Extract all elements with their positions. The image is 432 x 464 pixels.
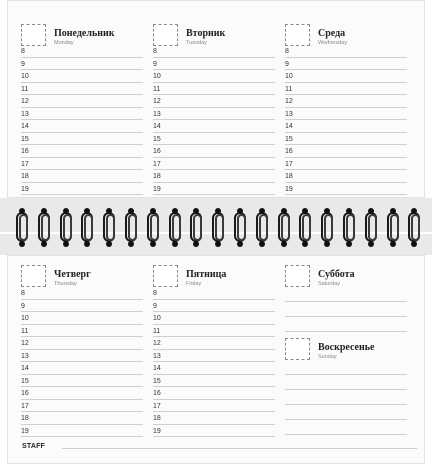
rule-line — [285, 316, 407, 317]
day-sub-monday: Monday — [54, 40, 74, 46]
spiral-ring — [233, 208, 247, 248]
footer-rule — [62, 448, 417, 449]
hour-label: 15 — [21, 377, 29, 385]
hour-label: 14 — [285, 123, 293, 130]
rule-line — [285, 301, 407, 302]
hour-label: 8 — [153, 290, 157, 297]
spiral-ring — [168, 208, 182, 248]
hour-label: 14 — [153, 123, 161, 130]
hour-label: 10 — [21, 73, 29, 80]
hour-line[interactable] — [153, 299, 275, 300]
spiral-ring — [364, 208, 378, 248]
hour-line[interactable] — [21, 349, 143, 350]
hour-label: 13 — [153, 352, 161, 360]
hour-label: 14 — [21, 365, 29, 372]
hour-line[interactable] — [285, 169, 407, 170]
hour-line[interactable] — [21, 69, 143, 70]
day-name-sunday: Воскресенье — [318, 342, 375, 353]
hour-line[interactable] — [153, 119, 275, 120]
hour-line[interactable] — [285, 69, 407, 70]
hour-line[interactable] — [21, 361, 143, 362]
hour-line[interactable] — [153, 436, 275, 437]
hour-label: 13 — [285, 110, 293, 118]
rule-line — [285, 331, 407, 332]
spiral-ring — [386, 208, 400, 248]
hour-label: 15 — [21, 135, 29, 143]
hour-line[interactable] — [21, 194, 143, 195]
hour-line[interactable] — [21, 107, 143, 108]
hour-line[interactable] — [153, 57, 275, 58]
hour-line[interactable] — [153, 82, 275, 83]
hour-label: 9 — [21, 60, 25, 68]
day-sub-tuesday: Tuesday — [186, 40, 207, 46]
hour-line[interactable] — [153, 132, 275, 133]
spiral-ring — [59, 208, 73, 248]
hour-line[interactable] — [153, 399, 275, 400]
date-box-sunday[interactable] — [285, 338, 310, 360]
hour-line[interactable] — [21, 119, 143, 120]
hour-label: 14 — [21, 123, 29, 130]
hour-label: 19 — [21, 185, 29, 193]
spiral-ring — [407, 208, 421, 248]
rule-line — [285, 419, 407, 420]
hour-label: 16 — [153, 148, 161, 155]
date-box-wednesday[interactable] — [285, 24, 310, 46]
hour-line[interactable] — [21, 336, 143, 337]
day-name-thursday: Четверг — [54, 269, 91, 280]
spiral-ring — [342, 208, 356, 248]
spiral-ring — [211, 208, 225, 248]
brand-logo: STAFF — [22, 443, 46, 450]
hour-label: 13 — [21, 352, 29, 360]
day-sub-friday: Friday — [186, 281, 202, 287]
hour-line[interactable] — [153, 424, 275, 425]
day-sub-saturday: Saturday — [318, 281, 341, 287]
hour-label: 16 — [153, 390, 161, 397]
hour-line[interactable] — [21, 144, 143, 145]
hour-line[interactable] — [285, 57, 407, 58]
day-name-wednesday: Среда — [318, 28, 346, 39]
hour-label: 19 — [153, 185, 161, 193]
hour-label: 11 — [21, 327, 29, 335]
hour-line[interactable] — [153, 169, 275, 170]
hour-line[interactable] — [153, 182, 275, 183]
hour-line[interactable] — [153, 336, 275, 337]
spiral-ring — [80, 208, 94, 248]
spiral-binding — [0, 198, 432, 255]
hour-label: 9 — [153, 60, 157, 68]
hour-line[interactable] — [21, 182, 143, 183]
hour-line[interactable] — [21, 386, 143, 387]
hour-line[interactable] — [153, 374, 275, 375]
hour-line[interactable] — [21, 374, 143, 375]
hour-line[interactable] — [285, 182, 407, 183]
hour-line[interactable] — [285, 94, 407, 95]
hour-line[interactable] — [153, 157, 275, 158]
rule-line — [285, 389, 407, 390]
hour-line[interactable] — [153, 361, 275, 362]
spiral-ring — [298, 208, 312, 248]
hour-label: 18 — [21, 415, 29, 422]
hour-line[interactable] — [21, 94, 143, 95]
hour-label: 17 — [153, 160, 161, 168]
hour-line[interactable] — [285, 119, 407, 120]
planner-bottom-page — [7, 255, 425, 464]
hour-label: 9 — [153, 302, 157, 310]
hour-label: 10 — [153, 315, 161, 322]
hour-label: 19 — [285, 185, 293, 193]
spiral-ring — [37, 208, 51, 248]
hour-line[interactable] — [21, 57, 143, 58]
hour-label: 16 — [285, 148, 293, 155]
date-box-thursday[interactable] — [21, 265, 46, 287]
rule-line — [285, 374, 407, 375]
rule-line — [285, 434, 407, 435]
day-name-saturday: Суббота — [318, 269, 355, 280]
hour-label: 12 — [153, 340, 161, 347]
hour-line[interactable] — [21, 411, 143, 412]
hour-label: 17 — [21, 160, 29, 168]
hour-line[interactable] — [21, 82, 143, 83]
hour-line[interactable] — [153, 194, 275, 195]
hour-line[interactable] — [21, 169, 143, 170]
hour-label: 19 — [153, 427, 161, 435]
hour-label: 13 — [153, 110, 161, 118]
hour-label: 12 — [153, 98, 161, 105]
hour-line[interactable] — [153, 386, 275, 387]
hour-label: 11 — [153, 85, 161, 93]
hour-line[interactable] — [153, 94, 275, 95]
hour-line[interactable] — [153, 107, 275, 108]
spiral-ring — [320, 208, 334, 248]
hour-line[interactable] — [285, 107, 407, 108]
hour-line[interactable] — [21, 299, 143, 300]
hour-label: 18 — [285, 173, 293, 180]
spiral-ring — [277, 208, 291, 248]
hour-line[interactable] — [153, 144, 275, 145]
day-name-monday: Понедельник — [54, 28, 115, 39]
hour-label: 10 — [21, 315, 29, 322]
hour-label: 12 — [21, 340, 29, 347]
hour-line[interactable] — [153, 324, 275, 325]
hour-label: 15 — [153, 377, 161, 385]
hour-label: 17 — [285, 160, 293, 168]
hour-label: 12 — [21, 98, 29, 105]
hour-line[interactable] — [153, 349, 275, 350]
spiral-ring — [146, 208, 160, 248]
planner-top-page — [7, 0, 425, 198]
hour-line[interactable] — [285, 194, 407, 195]
date-box-tuesday[interactable] — [153, 24, 178, 46]
hour-line[interactable] — [21, 311, 143, 312]
spiral-ring — [102, 208, 116, 248]
hour-line[interactable] — [285, 144, 407, 145]
spiral-ring — [255, 208, 269, 248]
hour-label: 10 — [153, 73, 161, 80]
day-sub-thursday: Thursday — [54, 281, 77, 287]
hour-line[interactable] — [21, 324, 143, 325]
spiral-ring — [15, 208, 29, 248]
hour-label: 11 — [285, 85, 293, 93]
spiral-ring — [189, 208, 203, 248]
hour-line[interactable] — [21, 157, 143, 158]
hour-line[interactable] — [21, 132, 143, 133]
hour-label: 12 — [285, 98, 293, 105]
hour-line[interactable] — [153, 411, 275, 412]
hour-label: 11 — [21, 85, 29, 93]
hour-line[interactable] — [153, 311, 275, 312]
rule-line — [285, 404, 407, 405]
hour-label: 16 — [21, 148, 29, 155]
hour-label: 8 — [153, 48, 157, 55]
date-box-friday[interactable] — [153, 265, 178, 287]
hour-line[interactable] — [285, 132, 407, 133]
spiral-ring — [124, 208, 138, 248]
hour-label: 9 — [285, 60, 289, 68]
hour-label: 10 — [285, 73, 293, 80]
hour-label: 19 — [21, 427, 29, 435]
date-box-monday[interactable] — [21, 24, 46, 46]
hour-label: 8 — [285, 48, 289, 55]
day-name-friday: Пятница — [186, 269, 227, 280]
hour-line[interactable] — [285, 157, 407, 158]
hour-label: 13 — [21, 110, 29, 118]
hour-label: 14 — [153, 365, 161, 372]
hour-label: 18 — [21, 173, 29, 180]
hour-line[interactable] — [21, 424, 143, 425]
hour-label: 17 — [153, 402, 161, 410]
hour-label: 15 — [153, 135, 161, 143]
day-name-tuesday: Вторник — [186, 28, 226, 39]
hour-label: 18 — [153, 173, 161, 180]
hour-line[interactable] — [21, 436, 143, 437]
day-sub-wednesday: Wednesday — [318, 40, 347, 46]
hour-label: 11 — [153, 327, 161, 335]
hour-label: 8 — [21, 48, 25, 55]
hour-label: 8 — [21, 290, 25, 297]
hour-line[interactable] — [21, 399, 143, 400]
hour-line[interactable] — [285, 82, 407, 83]
hour-label: 15 — [285, 135, 293, 143]
date-box-saturday[interactable] — [285, 265, 310, 287]
hour-label: 17 — [21, 402, 29, 410]
hour-label: 18 — [153, 415, 161, 422]
hour-label: 16 — [21, 390, 29, 397]
hour-label: 9 — [21, 302, 25, 310]
day-sub-sunday: Sunday — [318, 354, 337, 360]
hour-line[interactable] — [153, 69, 275, 70]
